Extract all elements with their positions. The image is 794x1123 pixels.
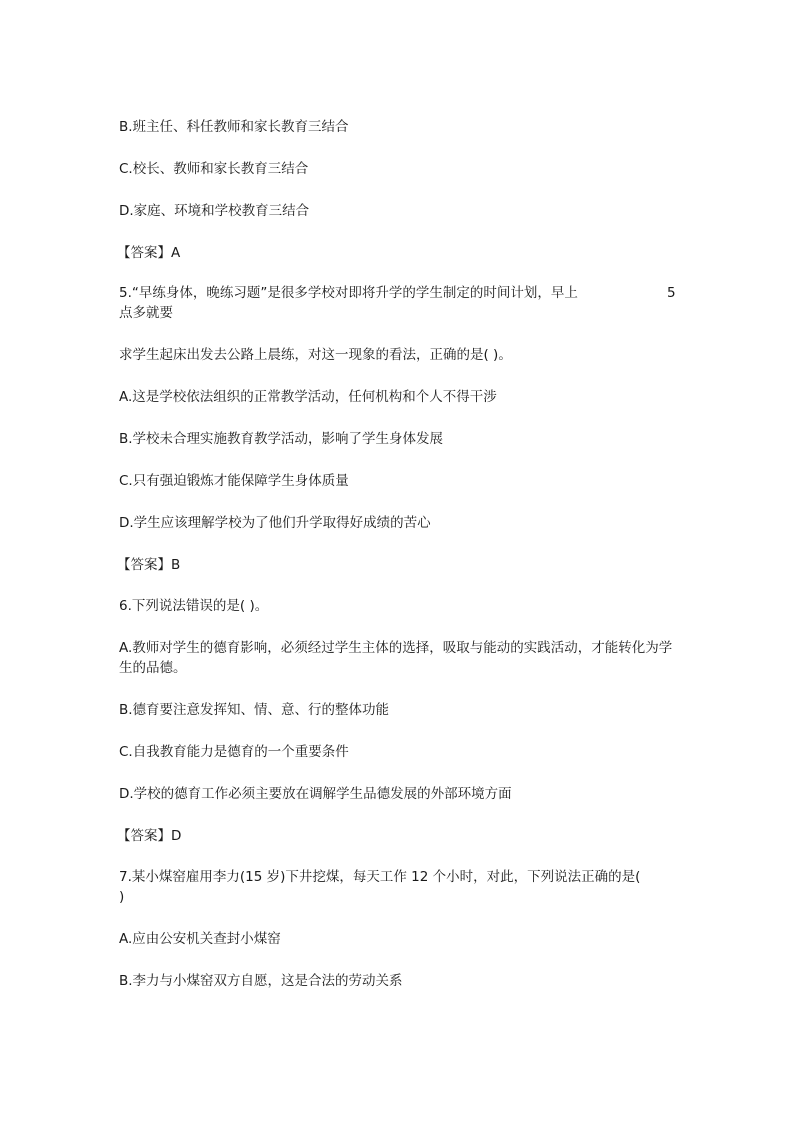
q6-answer: 【答案】D (117, 828, 182, 844)
q5-option-d: D.学生应该理解学校为了他们升学取得好成绩的苦心 (119, 515, 431, 531)
q5-option-a: A.这是学校依法组织的正常教学活动，任何机构和个人不得干涉 (119, 389, 497, 405)
q7-stem-line2: ) (119, 889, 125, 905)
q6-option-a: A.教师对学生的德育影响，必须经过学生主体的选择，吸取与能动的实践活动，才能转化为学生的品德。 (119, 640, 673, 676)
q6-option-d: D.学校的德育工作必须主要放在调解学生品德发展的外部环境方面 (119, 786, 512, 802)
q6-stem: 6.下列说法错误的是( )。 (119, 598, 269, 614)
q7-stem-line1: 7.某小煤窑雇用李力(15 岁)下井挖煤，每天工作 12 个小时，对此，下列说法正确的是( (119, 869, 641, 885)
q4-option-b: B.班主任、科任教师和家长教育三结合 (119, 119, 349, 135)
q5-option-c: C.只有强迫锻炼才能保障学生身体质量 (119, 473, 349, 489)
q5-answer: 【答案】B (117, 557, 181, 573)
q5-stem-line1-tail: 5 (667, 285, 676, 301)
q4-answer: 【答案】A (117, 245, 181, 261)
q5-stem-line3: 求学生起床出发去公路上晨练，对这一现象的看法，正确的是( )。 (119, 347, 512, 363)
q5-option-b: B.学校未合理实施教育教学活动，影响了学生身体发展 (119, 431, 444, 447)
q7-option-b: B.李力与小煤窑双方自愿，这是合法的劳动关系 (119, 973, 403, 989)
q4-option-c: C.校长、教师和家长教育三结合 (119, 161, 309, 177)
q4-option-d: D.家庭、环境和学校教育三结合 (119, 203, 310, 219)
q6-option-b: B.德育要注意发挥知、情、意、行的整体功能 (119, 702, 390, 718)
q5-stem-line2: 点多就要 (119, 305, 173, 321)
q7-option-a: A.应由公安机关查封小煤窑 (119, 931, 281, 947)
q6-option-c: C.自我教育能力是德育的一个重要条件 (119, 744, 349, 760)
q5-stem-line1: 5.“早练身体，晚练习题”是很多学校对即将升学的学生制定的时间计划，早上 (119, 285, 578, 301)
